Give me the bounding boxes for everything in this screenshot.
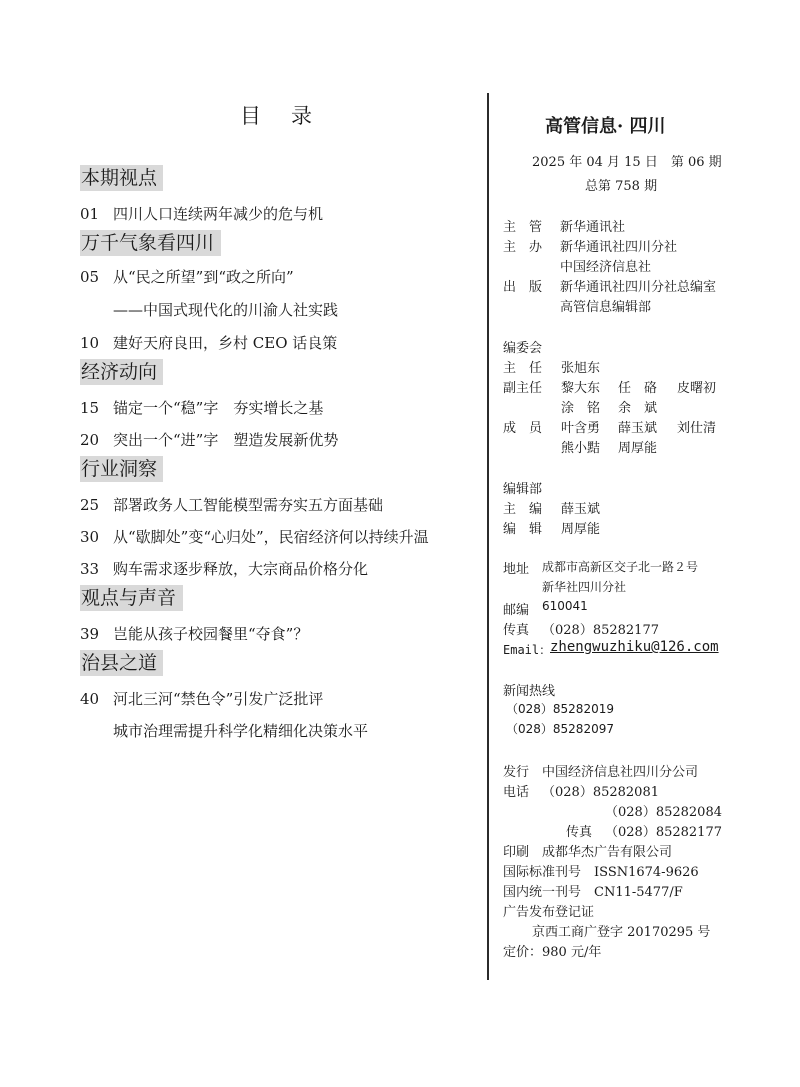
value-fuzhuren: 黎大东 [561,381,601,396]
entry-title: 购车需求逐步释放，大宗商品价格分化 [113,560,369,578]
toc-entry[interactable] [80,526,429,547]
entry-title: 河北三河“禁色令”引发广泛批评 [113,690,324,708]
label-zhuguan: 主 管 [503,220,543,235]
issue-line: 2025 年 04 月 15 日 第 06 期 [532,155,722,170]
address-label: 地址 [503,562,530,577]
section-heading: 经济动向 [80,359,163,385]
email-label: Email： [503,643,552,657]
value-fuzhuren: 皮曙初 [677,381,717,396]
toc-entry[interactable] [80,203,323,224]
value-fuzhuren: 余 斌 [618,401,658,416]
publication-title: 高管信息· 四川 [545,116,666,137]
section-heading: 行业洞察 [80,456,163,482]
toc-title-right: 录 [291,104,312,128]
entry-title: 从“民之所望”到“政之所向” [113,268,294,286]
entry-page-number: 20 [80,431,100,449]
label-chengyuan: 成 员 [503,421,543,436]
entry-title: 从“歇脚处”变“心归处”，民宿经济何以持续升温 [113,528,429,546]
ad-registration-value: 京西工商广登字 20170295 号 [532,925,711,940]
postcode-label: 邮编 [503,603,530,618]
toc-entry[interactable] [80,494,383,515]
value-bianji: 周厚能 [561,522,601,537]
phone-value: （028）85282081 [542,785,659,800]
distribution: 发行 中国经济信息社四川分公司 [503,765,699,780]
value-chengyuan: 熊小黠 [561,441,601,456]
toc-entry[interactable] [80,558,368,579]
value-fuzhuren: 任 硌 [618,381,658,396]
postcode-value: 610041 [542,599,588,613]
editorial-heading: 编辑部 [503,482,543,497]
fax-value: （028）85282177 [542,623,659,638]
label-fuzhuren: 副主任 [503,381,543,396]
value-zhuren: 张旭东 [561,361,601,376]
entry-page-number: 10 [80,334,100,352]
fax-label: 传真 [503,623,530,638]
value-chengyuan: 周厚能 [618,441,658,456]
entry-page-number: 15 [80,399,100,417]
value-chengyuan: 刘仕清 [677,421,717,436]
value-zhuban-1: 新华通讯社四川分社 [560,240,678,255]
entry-page-number: 39 [80,625,100,643]
hotline-phone: （028）85282097 [506,722,614,736]
toc-entry[interactable] [80,623,308,644]
toc-entry[interactable] [80,332,337,353]
label-zhubian: 主 编 [503,502,543,517]
address-value-2: 新华社四川分社 [542,580,627,594]
phone-label: 电话 [503,785,530,800]
toc-entry[interactable] [80,688,323,709]
entry-subtitle: ——中国式现代化的川渝人社实践 [113,301,339,319]
entry-title: 突出一个“进”字 塑造发展新优势 [113,431,339,449]
section-heading: 万千气象看四川 [80,230,221,256]
label-zhuban: 主 办 [503,240,543,255]
label-zhuren: 主 任 [503,361,543,376]
email-link[interactable]: zhengwuzhiku@126.com [550,639,719,655]
fax-label-2: 传真 [566,825,593,840]
value-chuban-2: 高管信息编辑部 [560,300,652,315]
column-divider [487,93,489,980]
committee-heading: 编委会 [503,341,543,356]
value-chuban-1: 新华通讯社四川分社总编室 [560,280,717,295]
value-zhubian: 薛玉斌 [561,502,601,517]
entry-page-number: 30 [80,528,100,546]
value-zhuguan: 新华通讯社 [560,220,626,235]
toc-entry[interactable] [80,266,294,287]
label-chuban: 出 版 [503,280,543,295]
printing: 印刷 成都华杰广告有限公司 [503,845,673,860]
value-chengyuan: 薛玉斌 [618,421,658,436]
price: 定价：980 元/年 [503,945,602,960]
fax-value-2: （028）85282177 [605,825,722,840]
entry-title: 四川人口连续两年减少的危与机 [113,205,324,223]
value-fuzhuren: 涂 铭 [561,401,601,416]
cn-number: 国内统一刊号 CN11-5477/F [503,885,683,900]
label-bianji: 编 辑 [503,522,543,537]
entry-title: 建好天府良田，乡村 CEO 话良策 [113,334,338,352]
total-issue: 总第 758 期 [585,179,658,194]
entry-page-number: 01 [80,205,100,223]
hotline-heading: 新闻热线 [503,684,556,699]
ad-registration-label: 广告发布登记证 [503,905,595,920]
value-zhuban-2: 中国经济信息社 [560,260,652,275]
value-chengyuan: 叶含勇 [561,421,601,436]
toc-title [240,100,312,130]
entry-page-number: 33 [80,560,100,578]
phone-value-2: （028）85282084 [605,805,722,820]
entry-subtitle: 城市治理需提升科学化精细化决策水平 [113,722,369,740]
section-heading: 本期视点 [80,165,163,191]
entry-title: 锚定一个“稳”字 夯实增长之基 [113,399,324,417]
toc-title-left: 目 [240,104,261,128]
entry-title: 岂能从孩子校园餐里“夺食”？ [113,625,309,643]
section-heading: 观点与声音 [80,585,183,611]
entry-page-number: 25 [80,496,100,514]
toc-entry[interactable] [80,397,323,418]
entry-page-number: 05 [80,268,100,286]
issn: 国际标准刊号 ISSN1674-9626 [503,865,699,880]
entry-page-number: 40 [80,690,100,708]
entry-title: 部署政务人工智能模型需夯实五方面基础 [113,496,384,514]
address-value: 成都市高新区交子北一路２号 [542,560,699,574]
hotline-phone: （028）85282019 [506,702,614,716]
toc-entry[interactable] [80,429,338,450]
section-heading: 治县之道 [80,650,163,676]
